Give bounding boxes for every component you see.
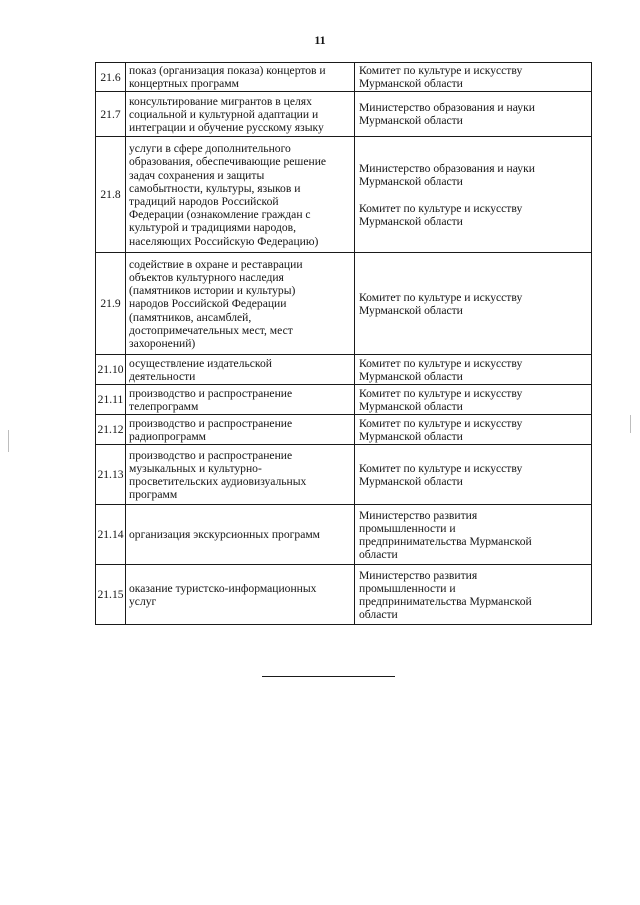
services-table <box>95 62 592 625</box>
row-number: 21.10 <box>96 355 126 385</box>
scan-margin-mark <box>630 415 631 433</box>
service-name: услуги в сфере дополнительного образования, обеспечивающие решение задач сохранения и защиты самобытности, культуры, языков и традиций народов Российской Федерации (ознакомление граждан с культурой и традициями народов, населяющих Российскую Федерацию) <box>126 137 355 253</box>
row-number: 21.11 <box>96 385 126 415</box>
service-name: производство и распространение телепрограмм <box>126 385 355 415</box>
responsible-agency: Комитет по культуре и искусству Мурманской области <box>355 355 592 385</box>
service-name: организация экскурсионных программ <box>126 505 355 565</box>
table-row <box>96 253 592 355</box>
service-name: содействие в охране и реставрации объектов культурного наследия (памятников истории и культуры) народов Российской Федерации (памятников, ансамблей, достопримечательных мест, мест захоронений) <box>126 253 355 355</box>
page-number: 11 <box>314 33 326 47</box>
table-row <box>96 92 592 137</box>
service-name: показ (организация показа) концертов и концертных программ <box>126 63 355 92</box>
table-row <box>96 385 592 415</box>
service-name: консультирование мигрантов в целях социальной и культурной адаптации и интеграции и обучение русскому языку <box>126 92 355 137</box>
row-number: 21.14 <box>96 505 126 565</box>
service-name: производство и распространение музыкальных и культурно- просветительских аудиовизуальных программ <box>126 445 355 505</box>
table-row <box>96 355 592 385</box>
row-number: 21.8 <box>96 137 126 253</box>
responsible-agency: Министерство развития промышленности и предпринимательства Мурманской области <box>355 505 592 565</box>
responsible-agency: Комитет по культуре и искусству Мурманской области <box>355 445 592 505</box>
responsible-agency: Комитет по культуре и искусству Мурманской области <box>355 63 592 92</box>
row-number: 21.15 <box>96 565 126 625</box>
row-number: 21.13 <box>96 445 126 505</box>
responsible-agency: Министерство образования и науки Мурманской области <box>355 92 592 137</box>
table-row <box>96 505 592 565</box>
service-name: оказание туристско-информационных услуг <box>126 565 355 625</box>
table-row <box>96 415 592 445</box>
table-row <box>96 137 592 253</box>
end-of-document-line <box>262 676 395 677</box>
row-number: 21.7 <box>96 92 126 137</box>
table-row <box>96 565 592 625</box>
row-number: 21.12 <box>96 415 126 445</box>
service-name: осуществление издательской деятельности <box>126 355 355 385</box>
table-row <box>96 63 592 92</box>
table-row <box>96 445 592 505</box>
responsible-agency: Министерство образования и науки Мурманской области Комитет по культуре и искусству Мурманской области <box>355 137 592 253</box>
responsible-agency: Комитет по культуре и искусству Мурманской области <box>355 415 592 445</box>
responsible-agency: Министерство развития промышленности и предпринимательства Мурманской области <box>355 565 592 625</box>
responsible-agency: Комитет по культуре и искусству Мурманской области <box>355 385 592 415</box>
service-name: производство и распространение радиопрограмм <box>126 415 355 445</box>
row-number: 21.6 <box>96 63 126 92</box>
responsible-agency: Комитет по культуре и искусству Мурманской области <box>355 253 592 355</box>
row-number: 21.9 <box>96 253 126 355</box>
scan-margin-mark <box>8 430 9 452</box>
